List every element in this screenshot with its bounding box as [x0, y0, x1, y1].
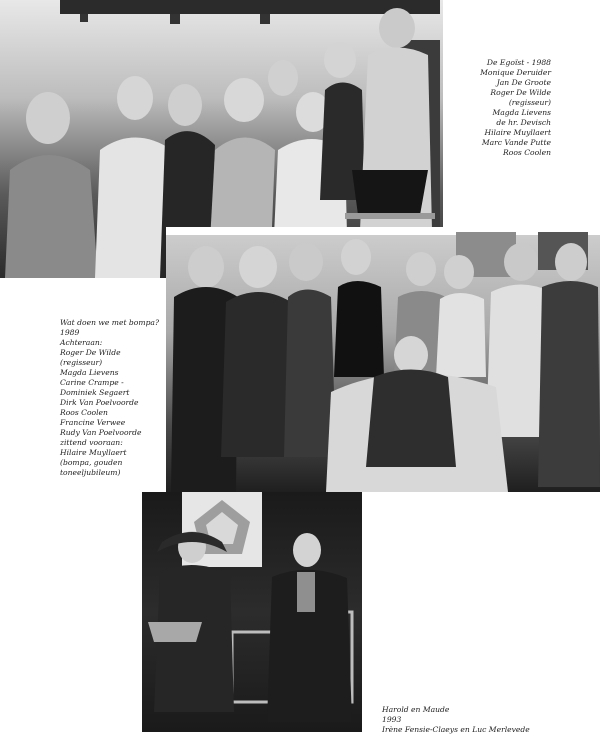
group-photo-icon [166, 227, 600, 492]
caption-line: 1989 [60, 328, 80, 337]
caption-line: Roger De Wilde [490, 88, 551, 97]
caption-line: Achteraan: [60, 338, 103, 347]
caption-line: Roos Coolen [503, 148, 551, 157]
caption-line: Marc Vande Putte [481, 138, 551, 147]
stage-photo-icon [142, 492, 362, 732]
caption-line: (regisseur) [60, 358, 103, 367]
caption-line: Dirk Van Poelvoorde [60, 398, 139, 407]
photo-harold-en-maude [142, 492, 362, 732]
caption-line: Francine Verwee [60, 418, 126, 427]
caption-line: Roger De Wilde [60, 348, 121, 357]
caption-wat-doen-we-met-bompa [60, 318, 164, 478]
caption-line: Irène Fensie-Claeys en Luc Merlevede [382, 725, 530, 734]
caption-harold-en-maude [382, 705, 582, 735]
caption-line: Hilaire Muyllaert [484, 128, 551, 137]
caption-line: Wat doen we met bompa? [60, 318, 160, 327]
photo-wat-doen-we-met-bompa [166, 227, 600, 492]
caption-line: Dominiek Segaert [60, 388, 130, 397]
caption-line: (regisseur) [508, 98, 551, 107]
caption-line: toneeljubileum) [60, 468, 121, 477]
caption-line: Roos Coolen [60, 408, 108, 417]
caption-line: zittend vooraan: [60, 438, 123, 447]
caption-line: de hr. Devisch [496, 118, 551, 127]
caption-line: Jan De Groote [496, 78, 551, 87]
caption-line: Monique Deruider [480, 68, 551, 77]
caption-line: De Egoïst - 1988 [486, 58, 551, 67]
caption-line: 1993 [382, 715, 402, 724]
caption-line: Magda Lievens [60, 368, 119, 377]
caption-line: Rudy Van Poelvoorde [60, 428, 142, 437]
caption-de-egoist [455, 58, 551, 158]
caption-line: Hilaire Muyllaert [60, 448, 127, 457]
caption-line: (bompa, gouden [60, 458, 123, 467]
caption-line: Magda Lievens [492, 108, 551, 117]
caption-line: Carine Crampe - [60, 378, 124, 387]
caption-line: Harold en Maude [382, 705, 450, 714]
